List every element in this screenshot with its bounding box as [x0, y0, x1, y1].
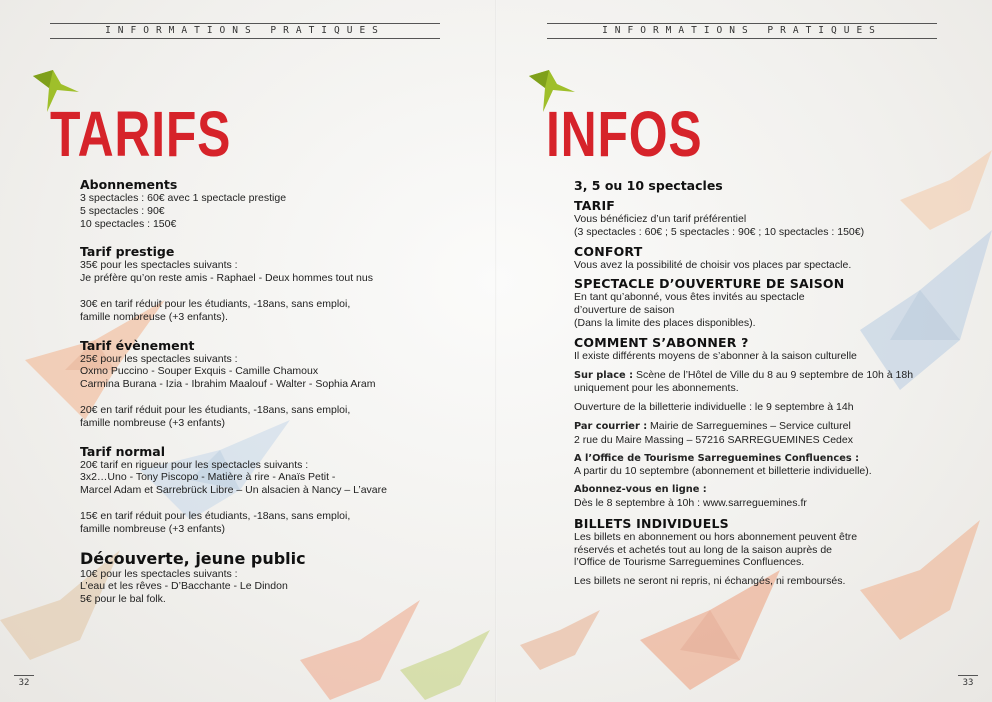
- text-line: Vous avez la possibilité de choisir vos places par spectacle.: [574, 258, 852, 271]
- label-bold: Par courrier :: [574, 420, 648, 432]
- section-heading: TARIF: [574, 198, 616, 213]
- text-line: famille nombreuse (+3 enfants): [80, 416, 226, 429]
- text-span: Scène de l’Hôtel de Ville du 8 au 9 septembre de 10h à 18h: [633, 368, 914, 381]
- section-heading: Tarif prestige: [80, 244, 175, 260]
- infos-column: [574, 178, 919, 588]
- text-line: Je préfère qu’on reste amis - Raphael - Deux hommes tout nus: [80, 272, 373, 285]
- text-line: 2 rue du Maire Massing – 57216 SARREGUEMINES Cedex: [574, 433, 853, 446]
- text-line: 20€ tarif en rigueur pour les spectacles suivants :: [80, 458, 309, 471]
- text-line: En tant qu’abonné, vous êtes invités au spectacle: [574, 291, 805, 304]
- section-header: INFORMATIONS PRATIQUES: [547, 23, 937, 39]
- text-line: uniquement pour les abonnements.: [574, 382, 739, 395]
- text-line: 5 spectacles : 90€: [80, 204, 165, 217]
- page-number: 32: [14, 675, 34, 688]
- text-line: 3 spectacles : 60€ avec 1 spectacle prestige: [80, 192, 287, 204]
- text-line: famille nombreuse (+3 enfants).: [80, 310, 228, 323]
- text-line: Ouverture de la billetterie individuelle : le 9 septembre à 14h: [574, 401, 854, 414]
- text-line: Les billets ne seront ni repris, ni échangés, ni remboursés.: [574, 575, 846, 588]
- section-heading: CONFORT: [574, 243, 643, 259]
- page-spread-divider: [495, 0, 497, 702]
- text-line: Marcel Adam et Sarrebrück Libre – Un alsacien à Nancy – L’avare: [80, 484, 387, 497]
- label-bold: A l’Office de Tourisme Sarreguemines Confluences :: [574, 452, 860, 464]
- section-heading: SPECTACLE D’OUVERTURE DE SAISON: [574, 276, 845, 292]
- origami-crane-decoration: [520, 610, 600, 670]
- text-line: (3 spectacles : 60€ ; 5 spectacles : 90€ ; 10 spectacles : 150€): [574, 225, 865, 238]
- text-line: réservés et achetés tout au long de la saison auprès de: [574, 543, 832, 556]
- section-heading: Abonnements: [80, 177, 178, 192]
- section-heading: COMMENT S’ABONNER ?: [574, 334, 749, 350]
- tarifs-column: [80, 177, 425, 606]
- page-title: TARIFS: [50, 98, 232, 170]
- text-line: 20€ en tarif réduit pour les étudiants, -18ans, sans emploi,: [80, 403, 351, 416]
- section-heading: 3, 5 ou 10 spectacles: [574, 178, 723, 193]
- section-heading: Découverte, jeune public: [80, 548, 306, 568]
- section-header: INFORMATIONS PRATIQUES: [50, 23, 440, 39]
- text-line: A partir du 10 septembre (abonnement et billetterie individuelle).: [574, 465, 872, 478]
- text-line: Vous bénéficiez d’un tarif préférentiel: [574, 213, 747, 225]
- text-line: Il existe différents moyens de s’abonner à la saison culturelle: [574, 349, 857, 362]
- text-line: famille nombreuse (+3 enfants): [80, 522, 226, 535]
- label-bold: Sur place :: [574, 369, 634, 381]
- origami-crane-decoration: [640, 570, 780, 690]
- text-line: 3x2…Uno - Tony Piscopo - Matière à rire - Anaïs Petit -: [80, 471, 336, 484]
- text-line: 30€ en tarif réduit pour les étudiants, -18ans, sans emploi,: [80, 297, 351, 310]
- section-heading: BILLETS INDIVIDUELS: [574, 515, 729, 531]
- text-line: [574, 369, 919, 383]
- text-line: [574, 420, 919, 434]
- section-heading: Tarif évènement: [80, 337, 195, 353]
- section-heading: Tarif normal: [80, 443, 165, 459]
- origami-crane-decoration: [400, 630, 490, 700]
- text-line: Dès le 8 septembre à 10h : www.sarreguemines.fr: [574, 496, 807, 509]
- text-line: 35€ pour les spectacles suivants :: [80, 259, 238, 272]
- text-line: l’Office de Tourisme Sarreguemines Confluences.: [574, 556, 805, 569]
- page-number: 33: [958, 675, 978, 688]
- text-line: Oxmo Puccino - Souper Exquis - Camille Chamoux: [80, 365, 319, 378]
- text-line: L’eau et les rêves - D’Bacchante - Le Dindon: [80, 580, 288, 593]
- text-line: 15€ en tarif réduit pour les étudiants, -18ans, sans emploi,: [80, 509, 351, 522]
- text-span: Mairie de Sarreguemines – Service culturel: [647, 419, 851, 432]
- text-line: (Dans la limite des places disponibles).: [574, 316, 756, 329]
- text-line: 25€ pour les spectacles suivants :: [80, 352, 238, 365]
- text-line: 5€ pour le bal folk.: [80, 593, 166, 606]
- text-line: 10€ pour les spectacles suivants :: [80, 567, 238, 580]
- label-bold: Abonnez-vous en ligne :: [574, 484, 707, 496]
- text-line: Les billets en abonnement ou hors abonnement peuvent être: [574, 530, 858, 543]
- text-line: d’ouverture de saison: [574, 304, 675, 317]
- page-title: INFOS: [546, 98, 703, 170]
- text-line: Carmina Burana - Izia - Ibrahim Maalouf - Walter - Sophia Aram: [80, 378, 376, 391]
- text-line: 10 spectacles : 150€: [80, 217, 177, 230]
